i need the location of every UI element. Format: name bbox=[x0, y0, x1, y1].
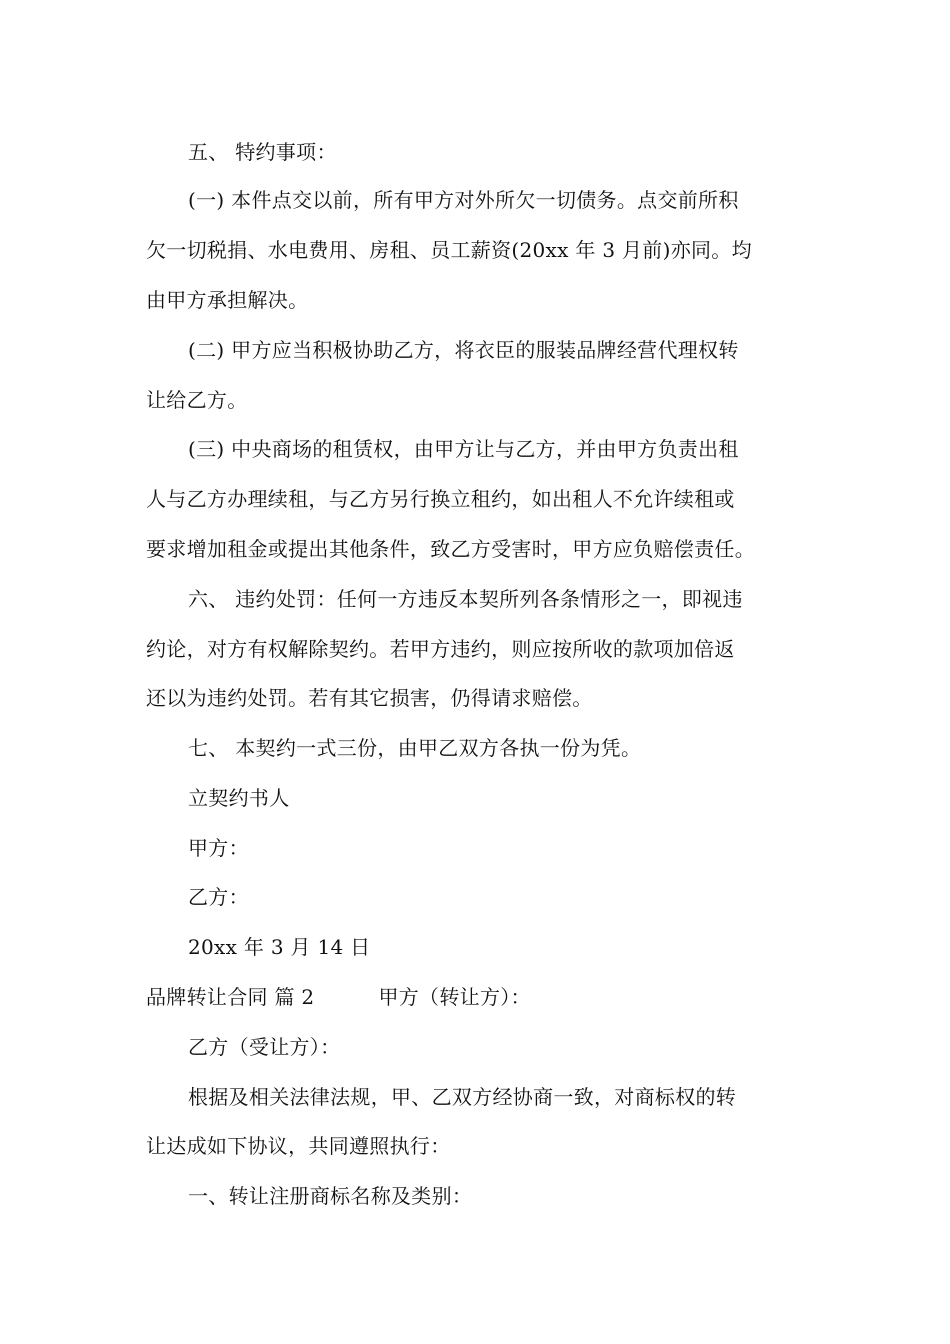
clause-six-line1: 六、 违约处罚：任何一方违反本契所列各条情形之一，即视违 bbox=[188, 587, 743, 611]
clause-five-item-one-line2: 欠一切税捐、水电费用、房租、员工薪资(20xx 年 3 月前)亦同。均 bbox=[146, 238, 752, 262]
clause-five-heading: 五、 特约事项： bbox=[188, 140, 337, 164]
signatories-label: 立契约书人 bbox=[188, 786, 290, 810]
signing-date: 20xx 年 3 月 14 日 bbox=[188, 935, 371, 959]
contract-two-title-row bbox=[146, 985, 531, 1009]
clause-seven: 七、 本契约一式三份，由甲乙双方各执一份为凭。 bbox=[188, 736, 642, 760]
party-b-transferee: 乙方（受让方）： bbox=[188, 1035, 341, 1059]
clause-six-line3: 还以为违约处罚。若有其它损害，仍得请求赔偿。 bbox=[146, 686, 593, 710]
clause-five-item-two-line2: 让给乙方。 bbox=[146, 388, 248, 412]
clause-five-item-three-line3: 要求增加租金或提出其他条件，致乙方受害时，甲方应负赔偿责任。 bbox=[146, 537, 755, 561]
clause-five-item-three-line1: (三) 中央商场的租赁权，由甲方让与乙方，并由甲方负责出租 bbox=[188, 437, 739, 461]
party-a-transferor: 甲方（转让方）： bbox=[378, 985, 531, 1009]
clause-five-item-three-line2: 人与乙方办理续租，与乙方另行换立租约，如出租人不允许续租或 bbox=[146, 487, 735, 511]
party-a-signature-line: 甲方： bbox=[188, 836, 249, 860]
clause-six-line2: 约论，对方有权解除契约。若甲方违约，则应按所收的款项加倍返 bbox=[146, 637, 735, 661]
clause-five-item-one-line1: (一) 本件点交以前，所有甲方对外所欠一切债务。点交前所积 bbox=[188, 188, 739, 212]
trademark-clause-heading: 一、转让注册商标名称及类别： bbox=[188, 1184, 473, 1208]
party-b-signature-line: 乙方： bbox=[188, 885, 249, 909]
section-title: 品牌转让合同 篇 2 bbox=[146, 985, 315, 1009]
agreement-intro-line1: 根据及相关法律法规，甲、乙双方经协商一致，对商标权的转 bbox=[188, 1085, 737, 1109]
agreement-intro-line2: 让达成如下协议，共同遵照执行： bbox=[146, 1134, 451, 1158]
clause-five-item-two-line1: (二) 甲方应当积极协助乙方，将衣臣的服装品牌经营代理权转 bbox=[188, 338, 739, 362]
clause-five-item-one-line3: 由甲方承担解决。 bbox=[146, 288, 309, 312]
